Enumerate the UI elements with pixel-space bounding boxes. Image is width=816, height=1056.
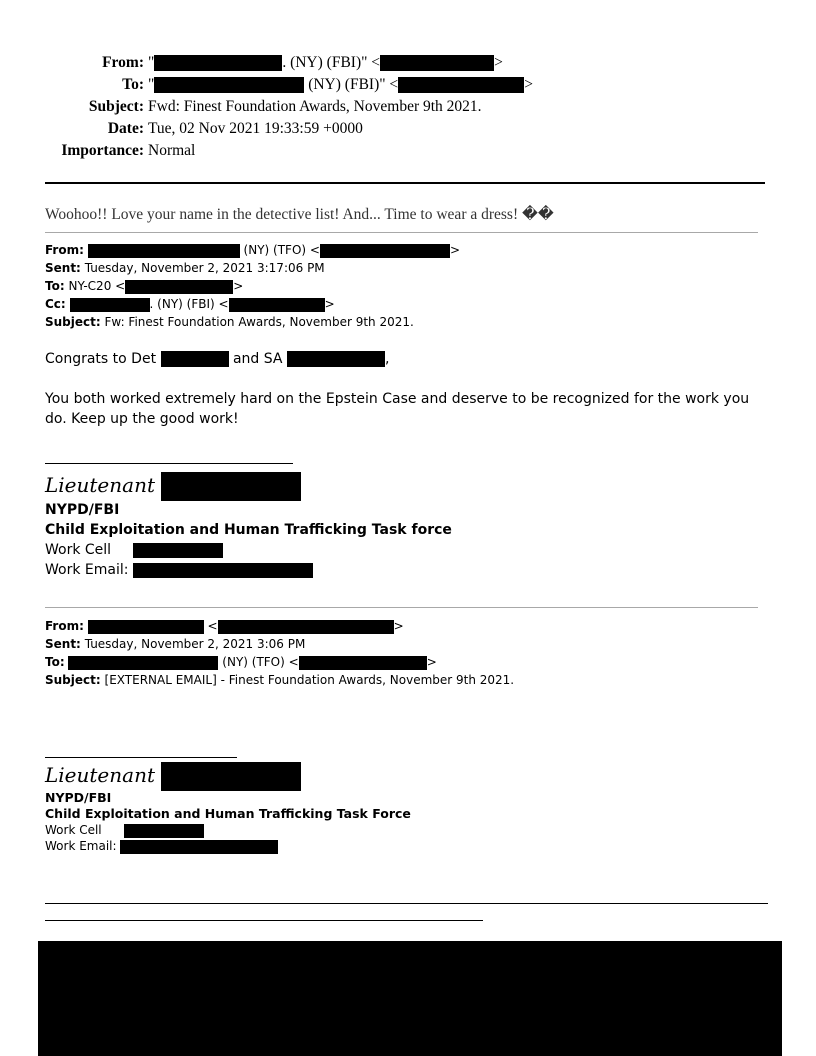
redaction-box (68, 656, 218, 670)
signature-2-cell-row (45, 822, 204, 838)
header-from-label: From: (102, 54, 144, 71)
message-divider (45, 232, 758, 233)
redaction-box (154, 77, 304, 93)
footer-rule (45, 920, 483, 921)
fwd2-from-row (45, 617, 404, 635)
redaction-box (154, 55, 282, 71)
fwd1-sent-label: Sent: (45, 261, 81, 275)
fwd2-to-suffix: (NY) (TFO) < (218, 655, 299, 669)
fwd1-to-close: > (233, 279, 244, 293)
header-from-quote: " (148, 54, 155, 71)
signature-1-org: NYPD/FBI (45, 502, 120, 518)
signature-2-cell-label: Work Cell (45, 823, 102, 837)
header-date-row (0, 120, 363, 138)
header-to-label: To: (122, 76, 144, 93)
header-importance-value: Normal (148, 142, 196, 159)
redaction-box (124, 824, 204, 838)
signature-1-cell-label: Work Cell (45, 542, 112, 558)
header-importance-label: Importance: (61, 142, 144, 159)
redaction-box (120, 840, 278, 854)
fwd2-from-label: From: (45, 619, 84, 633)
header-date-label: Date: (107, 120, 144, 137)
fwd1-cc-suffix: . (NY) (FBI) < (149, 297, 229, 311)
signature-rule (45, 463, 293, 464)
redaction-box (161, 351, 229, 367)
fwd1-to-prefix: NY-C20 < (68, 279, 126, 293)
redaction-box (229, 298, 325, 312)
header-importance-row (0, 142, 195, 160)
signature-1-title (45, 472, 301, 501)
signature-rule (45, 757, 237, 758)
header-subject-label: Subject: (88, 98, 144, 115)
header-subject-row (0, 98, 482, 116)
signature-2-title (45, 762, 301, 791)
fwd1-sent-value: Tuesday, November 2, 2021 3:17:06 PM (84, 261, 325, 275)
redaction-box (125, 280, 233, 294)
congrats-middle: and SA (228, 351, 287, 367)
fwd2-sent-label: Sent: (45, 637, 81, 651)
fwd2-from-close: > (393, 619, 404, 633)
redaction-box (380, 55, 494, 71)
header-to-close: > (524, 76, 533, 93)
fwd1-from-suffix: (NY) (TFO) < (239, 243, 320, 257)
reply-text: Woohoo!! Love your name in the detective list! And... Time to wear a dress! �� (45, 206, 554, 223)
redaction-box (287, 351, 385, 367)
header-date-value: Tue, 02 Nov 2021 19:33:59 +0000 (148, 120, 363, 137)
fwd1-cc-label: Cc: (45, 297, 66, 311)
signature-2-org: NYPD/FBI (45, 790, 112, 805)
header-from-row (0, 54, 503, 72)
redaction-box (133, 563, 313, 578)
redaction-box (161, 762, 301, 791)
redaction-box (70, 298, 150, 312)
fwd1-cc-close: > (324, 297, 335, 311)
redaction-box (88, 620, 204, 634)
header-divider (45, 182, 765, 184)
header-subject-value: Fwd: Finest Foundation Awards, November 9th 2021. (148, 98, 482, 115)
fwd1-cc-row (45, 295, 335, 313)
fwd2-to-label: To: (45, 655, 65, 669)
fwd1-subject-row (45, 313, 414, 331)
header-to-quote: " (148, 76, 155, 93)
redaction-box (38, 941, 782, 1056)
signature-1-unit: Child Exploitation and Human Trafficking Task force (45, 522, 452, 538)
fwd1-subject-label: Subject: (45, 315, 101, 329)
header-from-suffix: . (NY) (FBI)" < (282, 54, 381, 71)
signature-1-rank: Lieutenant (45, 473, 155, 497)
redaction-box (398, 77, 524, 93)
redaction-box (320, 244, 450, 258)
header-from-close: > (494, 54, 503, 71)
redaction-box (88, 244, 240, 258)
congrats-line (45, 349, 765, 369)
signature-2-email-row (45, 838, 278, 854)
fwd1-from-row (45, 241, 460, 259)
signature-1-email-label: Work Email: (45, 562, 129, 578)
footer-rule (45, 903, 768, 904)
fwd2-to-row (45, 653, 437, 671)
signature-1-email-row (45, 560, 313, 580)
redaction-box (161, 472, 301, 501)
header-to-row (0, 76, 533, 94)
redaction-box (133, 543, 223, 558)
redaction-box (218, 620, 394, 634)
fwd1-sent-row (45, 259, 325, 277)
congrats-suffix: , (384, 351, 390, 367)
signature-2-email-label: Work Email: (45, 839, 117, 853)
signature-2-unit: Child Exploitation and Human Trafficking Task Force (45, 806, 411, 821)
fwd2-subject-row (45, 671, 514, 689)
fwd1-to-row (45, 277, 243, 295)
fwd2-sent-row (45, 635, 305, 653)
header-to-suffix: (NY) (FBI)" < (304, 76, 399, 93)
fwd1-from-close: > (449, 243, 461, 257)
fwd2-to-close: > (426, 655, 437, 669)
signature-1-cell-row (45, 540, 223, 560)
fwd2-subject-label: Subject: (45, 673, 101, 687)
fwd1-to-label: To: (45, 279, 65, 293)
fwd1-subject-value: Fw: Finest Foundation Awards, November 9th 2021. (104, 315, 414, 329)
fwd2-from-suffix: < (203, 619, 218, 633)
message-divider (45, 607, 758, 608)
congrats-prefix: Congrats to Det (45, 351, 161, 367)
message-body: You both worked extremely hard on the Epstein Case and deserve to be recognized for the work you do. Keep up the good work! (45, 391, 750, 427)
fwd2-sent-value: Tuesday, November 2, 2021 3:06 PM (84, 637, 306, 651)
signature-2-rank: Lieutenant (45, 763, 155, 787)
fwd1-from-label: From: (45, 243, 84, 257)
redaction-box (299, 656, 427, 670)
fwd2-subject-value: [EXTERNAL EMAIL] - Finest Foundation Awards, November 9th 2021. (104, 673, 515, 687)
